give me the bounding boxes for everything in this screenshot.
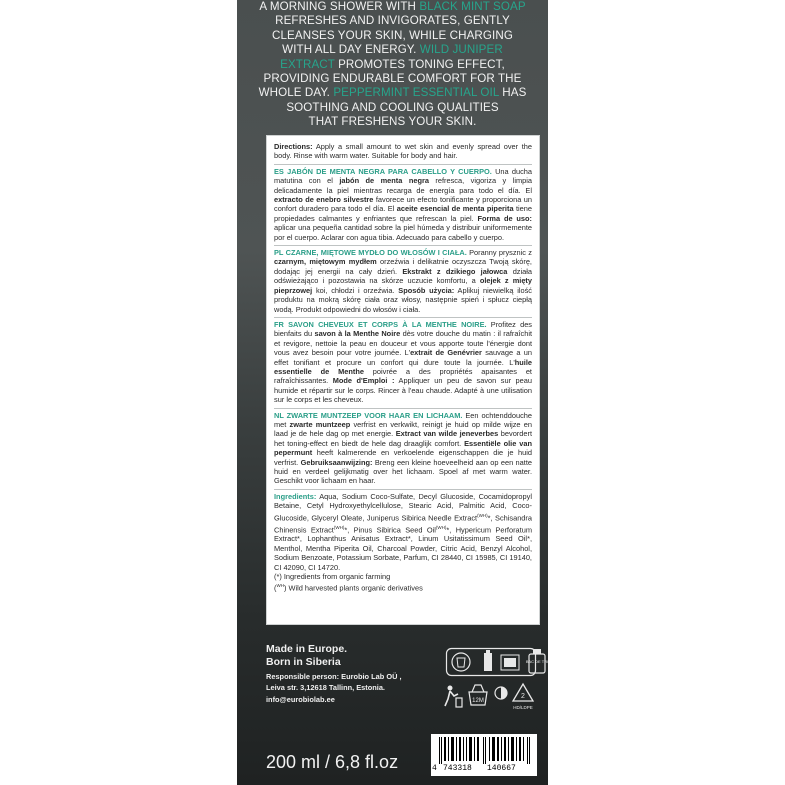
made-in-block — [266, 643, 402, 705]
intro-highlight: PEPPERMINT ESSENTIAL OIL — [333, 86, 499, 100]
svg-text:2: 2 — [521, 693, 525, 700]
sort-waste-icon — [446, 648, 536, 681]
recycle-hdpe-icon — [511, 682, 535, 717]
wild-harvested-note: ($^{WH}$) Wild harvested plants organic derivatives — [274, 583, 423, 593]
ingredients-section: Ingredients: Aqua, Sodium Coco-Sulfate, Decyl Glucoside, Cocamidopropyl Betaine, Cetyl Hydroxyethylcellulose, Stearic Acid, Palmitic Acid, Coco-Glucoside, Glyceryl Oleate, Juniperus Sibirica Needle Extract$^{(WH)}$*, Schisandra Chinensis Extract$^{(WH)}$*, Pinus Sibirica Seed Oil$^{(WH)}$*, Hypericum Perforatum Extract*, Lophanthus Anisatus Extract*, Linum Usitatissimum Seed Oil*, Menthol, Mentha Piperita Oil, Charcoal Powder, Citric Acid, Benzyl Alcohol, Sodium Benzoate, Potassium Sorbate, Parfum, CI 28440, CI 15985, CI 19140, CI 42090, CI 14720. (*) Ingredients from organic farming ($^{WH}$) Wild harvested plants organic derivatives — [274, 491, 532, 593]
made-in-europe: Made in Europe. — [266, 643, 348, 655]
intro-line: REFRESHES AND INVIGORATES, GENTLY — [275, 14, 510, 28]
directions-section: Directions: Apply a small amount to wet skin and evenly spread over the body. Rinse with warm water. Suitable for body and hair. — [274, 140, 532, 165]
spanish-section: ES JABÓN DE MENTA NEGRA PARA CABELLO Y CUERPO. Una ducha matutina con el jabón de menta negra refresca, vigoriza y limpia delicadamente la piel mientras recarga de energía para todo el día. El extracto de enebro silvestre favorece un efecto tonificante y proporciona un confort duradero para todo el día. El aceite esencial de menta piperita tiene propiedades calmantes y enfriantes que refrescan la piel. Forma de uso: aplicar una pequeña cantidad sobre la piel húmeda y distribuir uniformemente por el cuerpo. Aclarar con agua tibia. Adecuado para cabello y cuerpo. — [274, 165, 532, 246]
bottle-sorting-icon — [525, 648, 549, 679]
barcode-digits-left: 743318 — [443, 764, 472, 773]
barcode-digit: 4 — [432, 764, 437, 773]
intro-line: WITH ALL DAY ENERGY. — [282, 43, 420, 57]
organic-note: (*) Ingredients from organic farming — [274, 572, 391, 581]
intro-highlight: WILD JUNIPER — [419, 43, 503, 57]
svg-text:BAC DE TRI: BAC DE TRI — [525, 659, 549, 664]
svg-text:12M: 12M — [472, 698, 484, 704]
polish-section: PL CZARNE, MIĘTOWE MYDŁO DO WŁOSÓW I CIAŁA. Poranny prysznic z czarnym, miętowym mydłem orzeźwia i delikatnie oczyszcza Twoją skórę, dodając jej energii na cały dzień. Ekstrakt z dzikiego jałowca działa odświeżająco i pozostawia na skórze uczucie komfortu, a olejek z mięty pieprzowej koi, chłodzi i orzeźwia. Sposób użycia: Aplikuj niewielką ilość produktu na mokrą skórę ciała oraz włosy, następnie spień i spłucz ciepłą wodą. Produkt odpowiedni do włosów i ciała. — [274, 246, 532, 318]
french-section: FR SAVON CHEVEUX ET CORPS À LA MENTHE NOIRE. Profitez des bienfaits du savon à la Menthe Noire dès votre douche du matin : il rafraîchit et revigore, nettoie la peau en douceur et vous apporte toute l'énergie dont vous avez besoin pour votre journée. L'extrait de Genévrier sauvage a un effet tonifiant et procure un confort qui dure toute la journée. L'huile essentielle de Menthe poivrée a des propriétés apaisantes et rafraîchissantes. Mode d'Emploi : Appliquer un peu de savon sur peau humide et répartir sur le corps. Rincer à l'eau chaude. Adapté à une utilisation sur le corps et les cheveux. — [274, 318, 532, 409]
address: Leiva str. 3,12618 Tallinn, Estonia. — [266, 683, 385, 692]
intro-line: WHOLE DAY. — [258, 86, 334, 100]
green-dot-icon — [494, 686, 508, 705]
barcode-bars — [439, 737, 531, 764]
email: info@eurobiolab.ee — [266, 695, 335, 704]
born-in-siberia: Born in Siberia — [266, 656, 341, 668]
volume-text: 200 ml / 6,8 fl.oz — [266, 752, 399, 772]
no-litter-icon — [443, 684, 463, 713]
intro-line: PROMOTES TONING EFFECT, — [334, 57, 505, 71]
intro-line: A MORNING SHOWER WITH — [259, 0, 420, 13]
intro-text — [237, 0, 548, 130]
intro-line: THAT FRESHENS YOUR SKIN. — [308, 115, 477, 129]
intro-highlight: EXTRACT — [280, 57, 335, 71]
intro-line: PROVIDING ENDURABLE COMFORT FOR THE — [263, 72, 522, 86]
intro-highlight: BLACK MINT SOAP — [419, 0, 526, 13]
barcode — [431, 734, 537, 776]
period-after-opening-icon — [466, 683, 490, 712]
svg-text:HD/LDPE: HD/LDPE — [513, 705, 533, 710]
intro-line: CLEANSES YOUR SKIN, WHILE CHARGING — [272, 28, 513, 42]
responsible-person: Responsible person: Eurobio Lab OÜ , — [266, 672, 402, 681]
intro-line: SOOTHING AND COOLING QUALITIES — [286, 100, 499, 114]
intro-line: HAS — [498, 86, 527, 100]
info-panel — [266, 135, 540, 625]
barcode-digits-right: 140667 — [487, 764, 516, 773]
dutch-section: NL ZWARTE MUNTZEEP VOOR HAAR EN LICHAAM. Een ochtenddouche met zwarte muntzeep verfrist en verkwikt, reinigt je huid op milde wijze en laad je de hele dag op met energie. Extract van wilde jeneverbes bevordert het toning-effect en biedt de hele dag draaglijk comfort. Essentiële olie van pepermunt heeft kalmerende en verkoelende eigenschappen die je huid verfrist. Gebruiksaanwijzing: Breng een kleine hoeveelheid aan op een natte huid en verdeel gelijkmatig over het lichaam. Spoel af met warm water. Geschikt voor lichaam en haar. — [274, 409, 532, 490]
